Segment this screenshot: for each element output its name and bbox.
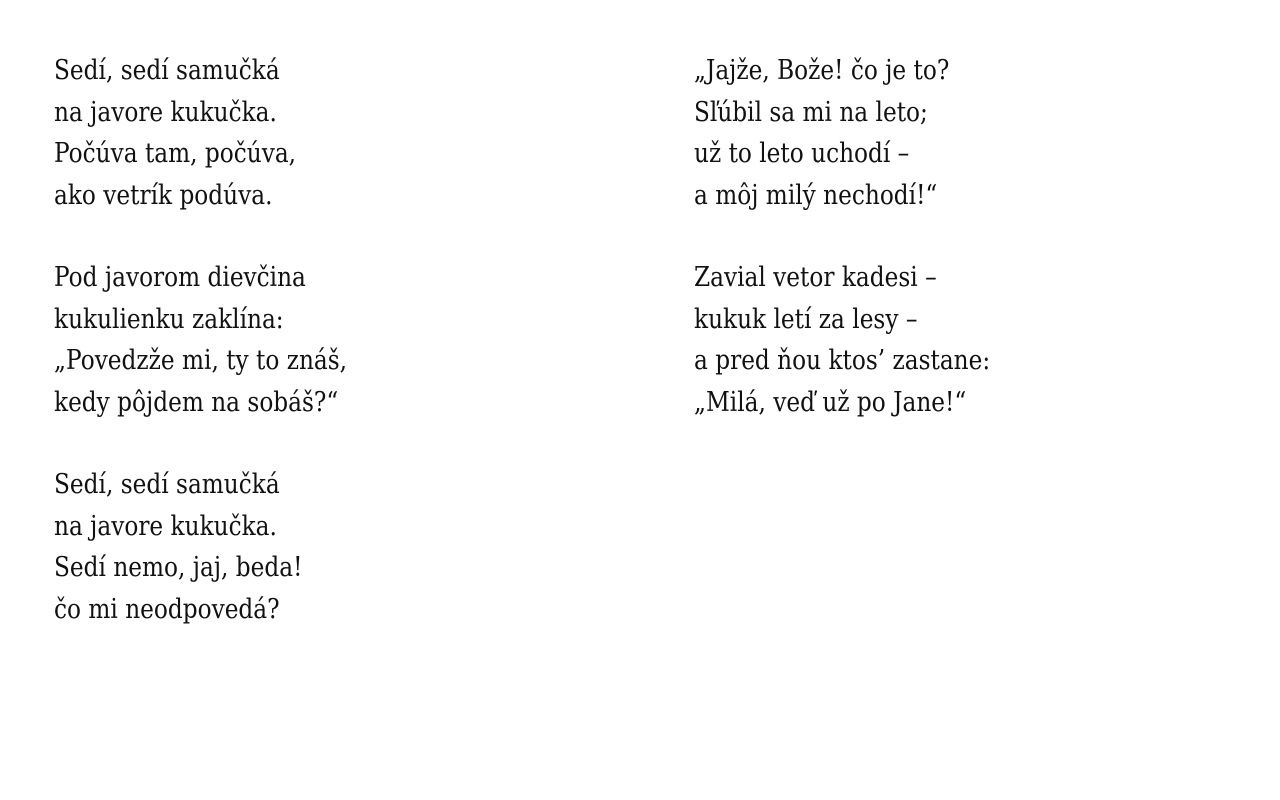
verse-line: Sedí nemo, jaj, beda!	[54, 552, 303, 583]
stanza-3	[54, 464, 395, 630]
verse-line: kukuk letí za lesy –	[694, 303, 918, 335]
verse-line: Sedí, sedí samučká	[54, 55, 280, 86]
verse-line: Sedí, sedí samučká	[54, 469, 280, 500]
verse-line: na javore kukučka.	[54, 510, 277, 542]
verse-line: Pod javorom dievčina	[54, 262, 306, 293]
verse-line: kukulienku zaklína:	[54, 303, 284, 335]
poem-left-column	[54, 50, 395, 671]
verse-line: čo mi neodpovedá?	[54, 593, 280, 625]
stanza-5	[694, 257, 1038, 423]
verse-line: „Milá, veď už po Jane!“	[694, 386, 967, 418]
verse-line: kedy pôjdem na sobáš?“	[54, 386, 339, 418]
verse-line: už to leto uchodí –	[694, 138, 910, 169]
poem-right-column	[694, 50, 1038, 464]
verse-line: Počúva tam, počúva,	[54, 138, 297, 169]
verse-line: a pred ňou ktos’ zastane:	[694, 345, 991, 376]
verse-line: Sľúbil sa mi na leto;	[694, 96, 928, 128]
verse-line: „Jajže, Bože! čo je to?	[694, 55, 950, 86]
verse-line: ako vetrík podúva.	[54, 179, 273, 211]
stanza-1	[54, 50, 395, 216]
verse-line: na javore kukučka.	[54, 96, 277, 128]
verse-line: a môj milý nechodí!“	[694, 179, 938, 211]
stanza-4	[694, 50, 1038, 216]
stanza-2	[54, 257, 395, 423]
verse-line: „Povedzže mi, ty to znáš,	[54, 345, 348, 376]
verse-line: Zavial vetor kadesi –	[694, 262, 937, 293]
